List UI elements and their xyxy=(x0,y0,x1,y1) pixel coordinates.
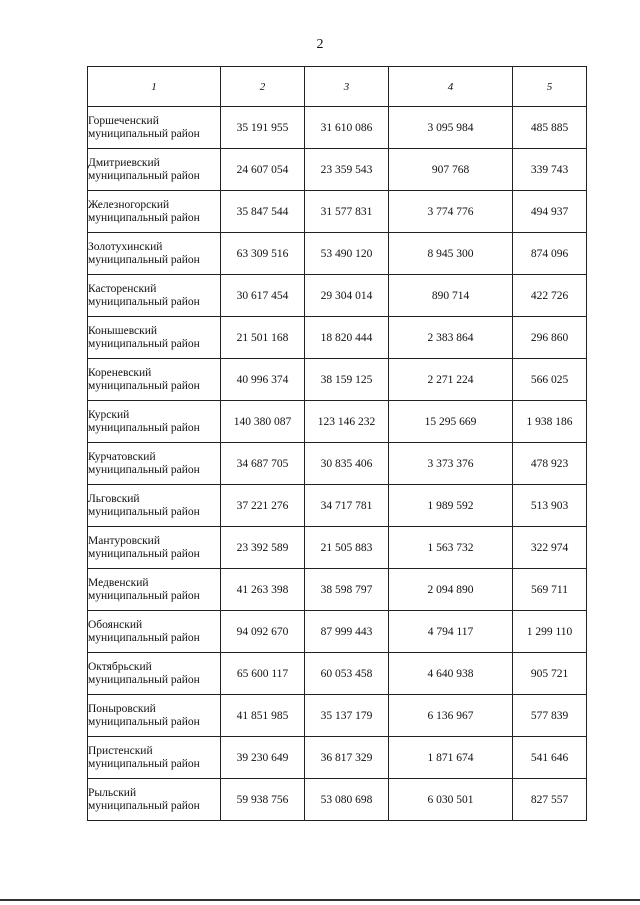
district-type: муниципальный район xyxy=(88,421,200,434)
value-cell-c4: 3 774 776 xyxy=(389,191,513,233)
district-name-cell xyxy=(88,779,221,821)
district-name: Горшеченский xyxy=(88,114,159,127)
value-cell-c5: 485 885 xyxy=(513,107,587,149)
district-name-cell xyxy=(88,233,221,275)
value-cell-c3: 31 577 831 xyxy=(305,191,389,233)
table-row xyxy=(88,737,587,779)
district-name-cell xyxy=(88,443,221,485)
district-name: Обоянский xyxy=(88,618,143,631)
table-row xyxy=(88,485,587,527)
value-cell-c2: 35 847 544 xyxy=(221,191,305,233)
district-name: Касторенский xyxy=(88,282,157,295)
district-name-cell xyxy=(88,107,221,149)
value-cell-c5: 513 903 xyxy=(513,485,587,527)
district-name: Кореневский xyxy=(88,366,152,379)
table-row xyxy=(88,107,587,149)
value-cell-c2: 39 230 649 xyxy=(221,737,305,779)
value-cell-c4: 8 945 300 xyxy=(389,233,513,275)
district-name-cell xyxy=(88,359,221,401)
value-cell-c2: 63 309 516 xyxy=(221,233,305,275)
district-type: муниципальный район xyxy=(88,799,200,812)
header-col-2: 2 xyxy=(221,67,305,107)
district-type: муниципальный район xyxy=(88,337,200,350)
header-col-4: 4 xyxy=(389,67,513,107)
value-cell-c4: 2 383 864 xyxy=(389,317,513,359)
district-name: Пристенский xyxy=(88,744,153,757)
district-name-cell xyxy=(88,569,221,611)
value-cell-c4: 4 794 117 xyxy=(389,611,513,653)
table-row xyxy=(88,191,587,233)
district-name: Мантуровский xyxy=(88,534,160,547)
district-type: муниципальный район xyxy=(88,673,200,686)
district-name: Железногорский xyxy=(88,198,170,211)
district-name-cell xyxy=(88,527,221,569)
district-name: Рыльский xyxy=(88,786,137,799)
table-row xyxy=(88,401,587,443)
value-cell-c3: 123 146 232 xyxy=(305,401,389,443)
table-row xyxy=(88,569,587,611)
district-name: Курский xyxy=(88,408,130,421)
value-cell-c4: 4 640 938 xyxy=(389,653,513,695)
table-row xyxy=(88,653,587,695)
value-cell-c4: 2 271 224 xyxy=(389,359,513,401)
value-cell-c2: 41 851 985 xyxy=(221,695,305,737)
value-cell-c5: 494 937 xyxy=(513,191,587,233)
district-name: Медвенский xyxy=(88,576,149,589)
district-name-cell xyxy=(88,653,221,695)
district-type: муниципальный район xyxy=(88,547,200,560)
district-name: Октябрьский xyxy=(88,660,152,673)
value-cell-c2: 30 617 454 xyxy=(221,275,305,317)
district-type: муниципальный район xyxy=(88,211,200,224)
header-row xyxy=(88,67,587,107)
value-cell-c2: 35 191 955 xyxy=(221,107,305,149)
table-row xyxy=(88,527,587,569)
value-cell-c5: 322 974 xyxy=(513,527,587,569)
value-cell-c5: 478 923 xyxy=(513,443,587,485)
district-name-cell xyxy=(88,149,221,191)
table-row xyxy=(88,611,587,653)
value-cell-c5: 296 860 xyxy=(513,317,587,359)
value-cell-c3: 60 053 458 xyxy=(305,653,389,695)
header-col-3: 3 xyxy=(305,67,389,107)
table-row xyxy=(88,233,587,275)
value-cell-c2: 21 501 168 xyxy=(221,317,305,359)
value-cell-c4: 890 714 xyxy=(389,275,513,317)
value-cell-c5: 569 711 xyxy=(513,569,587,611)
value-cell-c4: 15 295 669 xyxy=(389,401,513,443)
district-name: Золотухинский xyxy=(88,240,163,253)
table-row xyxy=(88,317,587,359)
district-type: муниципальный район xyxy=(88,253,200,266)
value-cell-c3: 18 820 444 xyxy=(305,317,389,359)
district-type: муниципальный район xyxy=(88,589,200,602)
district-name-cell xyxy=(88,611,221,653)
value-cell-c4: 907 768 xyxy=(389,149,513,191)
header-col-1: 1 xyxy=(88,67,221,107)
value-cell-c5: 577 839 xyxy=(513,695,587,737)
budget-table xyxy=(87,66,587,821)
table-row xyxy=(88,695,587,737)
value-cell-c5: 905 721 xyxy=(513,653,587,695)
value-cell-c5: 422 726 xyxy=(513,275,587,317)
value-cell-c2: 24 607 054 xyxy=(221,149,305,191)
table-body xyxy=(88,107,587,821)
value-cell-c3: 31 610 086 xyxy=(305,107,389,149)
value-cell-c2: 65 600 117 xyxy=(221,653,305,695)
district-type: муниципальный район xyxy=(88,379,200,392)
value-cell-c3: 34 717 781 xyxy=(305,485,389,527)
district-name: Курчатовский xyxy=(88,450,156,463)
district-type: муниципальный район xyxy=(88,127,200,140)
district-type: муниципальный район xyxy=(88,463,200,476)
value-cell-c4: 3 373 376 xyxy=(389,443,513,485)
district-name: Поныровский xyxy=(88,702,156,715)
district-type: муниципальный район xyxy=(88,757,200,770)
value-cell-c3: 35 137 179 xyxy=(305,695,389,737)
value-cell-c4: 1 563 732 xyxy=(389,527,513,569)
district-name-cell xyxy=(88,737,221,779)
value-cell-c3: 36 817 329 xyxy=(305,737,389,779)
district-name: Льговский xyxy=(88,492,140,505)
value-cell-c5: 1 938 186 xyxy=(513,401,587,443)
header-col-5: 5 xyxy=(513,67,587,107)
value-cell-c5: 339 743 xyxy=(513,149,587,191)
table-row xyxy=(88,149,587,191)
value-cell-c2: 40 996 374 xyxy=(221,359,305,401)
district-name-cell xyxy=(88,191,221,233)
value-cell-c4: 2 094 890 xyxy=(389,569,513,611)
value-cell-c5: 1 299 110 xyxy=(513,611,587,653)
value-cell-c3: 53 080 698 xyxy=(305,779,389,821)
table-row xyxy=(88,443,587,485)
value-cell-c2: 140 380 087 xyxy=(221,401,305,443)
district-type: муниципальный район xyxy=(88,295,200,308)
value-cell-c5: 827 557 xyxy=(513,779,587,821)
value-cell-c5: 566 025 xyxy=(513,359,587,401)
value-cell-c2: 59 938 756 xyxy=(221,779,305,821)
value-cell-c2: 37 221 276 xyxy=(221,485,305,527)
district-name: Конышевский xyxy=(88,324,158,337)
value-cell-c4: 1 989 592 xyxy=(389,485,513,527)
value-cell-c3: 21 505 883 xyxy=(305,527,389,569)
value-cell-c3: 87 999 443 xyxy=(305,611,389,653)
district-name-cell xyxy=(88,401,221,443)
value-cell-c4: 3 095 984 xyxy=(389,107,513,149)
value-cell-c5: 874 096 xyxy=(513,233,587,275)
table-row xyxy=(88,275,587,317)
value-cell-c3: 30 835 406 xyxy=(305,443,389,485)
value-cell-c3: 23 359 543 xyxy=(305,149,389,191)
value-cell-c3: 38 598 797 xyxy=(305,569,389,611)
table-header xyxy=(88,67,587,107)
district-name: Дмитриевский xyxy=(88,156,160,169)
value-cell-c3: 29 304 014 xyxy=(305,275,389,317)
district-name-cell xyxy=(88,485,221,527)
value-cell-c2: 23 392 589 xyxy=(221,527,305,569)
page-bottom-edge xyxy=(0,899,640,901)
district-type: муниципальный район xyxy=(88,715,200,728)
value-cell-c4: 1 871 674 xyxy=(389,737,513,779)
district-type: муниципальный район xyxy=(88,169,200,182)
value-cell-c2: 34 687 705 xyxy=(221,443,305,485)
district-name-cell xyxy=(88,317,221,359)
value-cell-c3: 53 490 120 xyxy=(305,233,389,275)
value-cell-c5: 541 646 xyxy=(513,737,587,779)
value-cell-c2: 94 092 670 xyxy=(221,611,305,653)
district-type: муниципальный район xyxy=(88,505,200,518)
district-name-cell xyxy=(88,695,221,737)
district-type: муниципальный район xyxy=(88,631,200,644)
value-cell-c4: 6 136 967 xyxy=(389,695,513,737)
value-cell-c2: 41 263 398 xyxy=(221,569,305,611)
table-row xyxy=(88,779,587,821)
value-cell-c4: 6 030 501 xyxy=(389,779,513,821)
page-number: 2 xyxy=(316,37,324,52)
table-row xyxy=(88,359,587,401)
district-name-cell xyxy=(88,275,221,317)
value-cell-c3: 38 159 125 xyxy=(305,359,389,401)
